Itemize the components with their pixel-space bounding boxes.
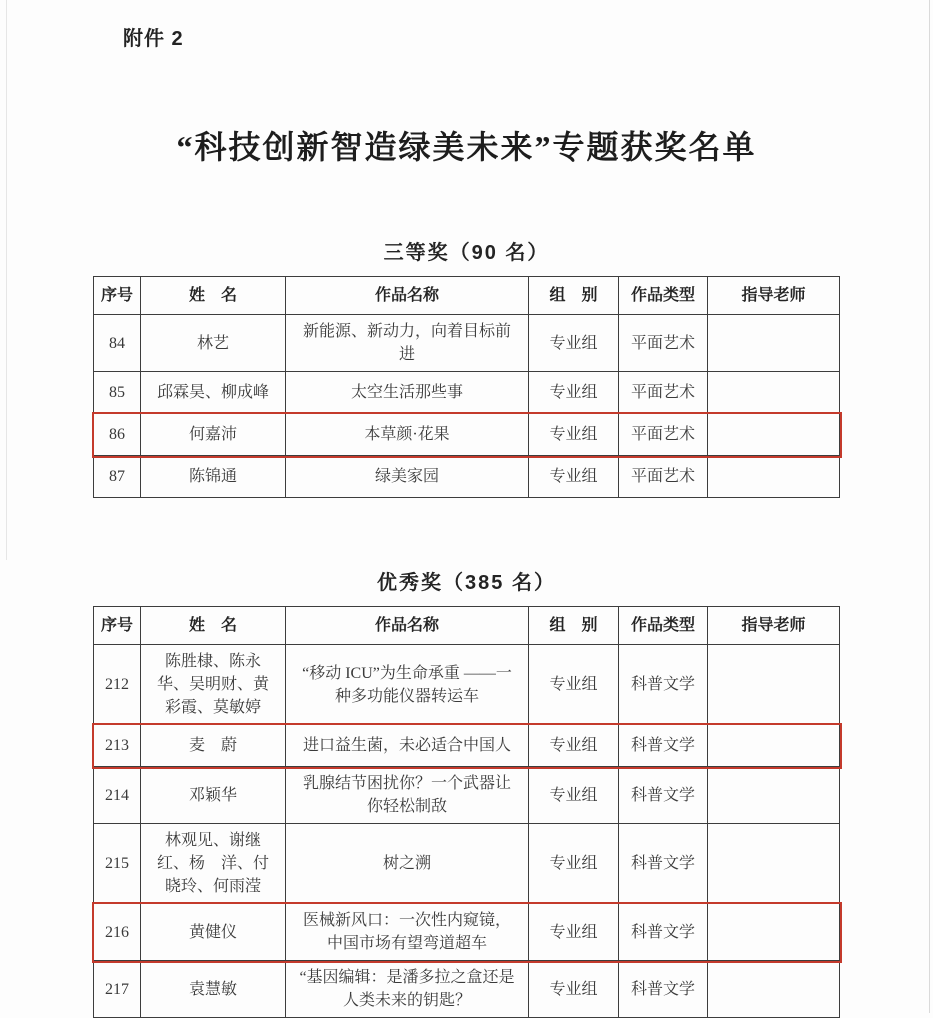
header-cell-no: 序号 xyxy=(94,607,141,645)
cell-teacher xyxy=(708,456,840,498)
cell-group: 专业组 xyxy=(529,767,619,824)
cell-no: 213 xyxy=(94,725,141,767)
cell-group: 专业组 xyxy=(529,645,619,725)
cell-work: 树之溯 xyxy=(286,824,529,904)
header-row xyxy=(94,277,840,315)
cell-group: 专业组 xyxy=(529,372,619,414)
table-row xyxy=(94,767,840,824)
cell-group: 专业组 xyxy=(529,315,619,372)
header-row xyxy=(94,607,840,645)
cell-group: 专业组 xyxy=(529,414,619,456)
cell-teacher xyxy=(708,824,840,904)
cell-work: 新能源、新动力，向着目标前进 xyxy=(286,315,529,372)
cell-work: 绿美家园 xyxy=(286,456,529,498)
cell-group: 专业组 xyxy=(529,456,619,498)
table-body xyxy=(94,645,840,1018)
table-row xyxy=(94,645,840,725)
section-title-third-prize: 三等奖（90 名） xyxy=(383,242,550,264)
cell-name: 邱霖昊、柳成峰 xyxy=(141,372,286,414)
section-title-excellence: 优秀奖（385 名） xyxy=(377,572,556,594)
cell-name: 麦 蔚 xyxy=(141,725,286,767)
page-title: “科技创新智造绿美未来”专题获奖名单 xyxy=(176,129,757,165)
cell-name: 何嘉沛 xyxy=(141,414,286,456)
cell-type: 科普文学 xyxy=(619,725,708,767)
table-row-highlighted xyxy=(94,904,840,961)
cell-teacher xyxy=(708,904,840,961)
cell-teacher xyxy=(708,315,840,372)
award-section-excellence xyxy=(0,566,933,1018)
cell-name: 邓颖华 xyxy=(141,767,286,824)
table-row xyxy=(94,315,840,372)
table-body xyxy=(94,315,840,498)
cell-work: 进口益生菌，未必适合中国人 xyxy=(286,725,529,767)
cell-work: 医械新风口：一次性内窥镜，中国市场有望弯道超车 xyxy=(286,904,529,961)
cell-type: 平面艺术 xyxy=(619,414,708,456)
cell-name: 林观见、谢继红、杨 洋、付晓玲、何雨滢 xyxy=(141,824,286,904)
awards-table-third-prize xyxy=(93,276,840,498)
cell-no: 85 xyxy=(94,372,141,414)
cell-type: 平面艺术 xyxy=(619,456,708,498)
cell-group: 专业组 xyxy=(529,824,619,904)
cell-type: 科普文学 xyxy=(619,961,708,1018)
table-row-highlighted xyxy=(94,414,840,456)
cell-group: 专业组 xyxy=(529,725,619,767)
header-cell-type: 作品类型 xyxy=(619,277,708,315)
cell-teacher xyxy=(708,961,840,1018)
attachment-label: 附件 2 xyxy=(123,28,184,50)
cell-no: 217 xyxy=(94,961,141,1018)
award-section-third-prize xyxy=(0,236,933,498)
cell-name: 陈胜棣、陈永华、吴明财、黄彩霞、莫敏婷 xyxy=(141,645,286,725)
cell-work: “基因编辑：是潘多拉之盒还是人类未来的钥匙？ xyxy=(286,961,529,1018)
cell-no: 215 xyxy=(94,824,141,904)
cell-no: 87 xyxy=(94,456,141,498)
cell-teacher xyxy=(708,414,840,456)
table-row-highlighted xyxy=(94,725,840,767)
cell-type: 科普文学 xyxy=(619,904,708,961)
cell-teacher xyxy=(708,645,840,725)
cell-no: 214 xyxy=(94,767,141,824)
header-cell-no: 序号 xyxy=(94,277,141,315)
cell-name: 黄健仪 xyxy=(141,904,286,961)
cell-type: 平面艺术 xyxy=(619,372,708,414)
cell-teacher xyxy=(708,725,840,767)
table-row xyxy=(94,372,840,414)
table-row xyxy=(94,961,840,1018)
cell-type: 科普文学 xyxy=(619,767,708,824)
header-cell-name: 姓 名 xyxy=(141,277,286,315)
cell-work: “移动 ICU”为生命承重 ——一种多功能仪器转运车 xyxy=(286,645,529,725)
table-row xyxy=(94,456,840,498)
cell-name: 林艺 xyxy=(141,315,286,372)
table-header xyxy=(94,607,840,645)
header-cell-teacher: 指导老师 xyxy=(708,607,840,645)
cell-type: 平面艺术 xyxy=(619,315,708,372)
cell-no: 212 xyxy=(94,645,141,725)
cell-no: 84 xyxy=(94,315,141,372)
cell-group: 专业组 xyxy=(529,904,619,961)
cell-group: 专业组 xyxy=(529,961,619,1018)
header-cell-type: 作品类型 xyxy=(619,607,708,645)
header-cell-name: 姓 名 xyxy=(141,607,286,645)
cell-work: 乳腺结节困扰你？一个武器让你轻松制敌 xyxy=(286,767,529,824)
header-cell-group: 组 别 xyxy=(529,277,619,315)
cell-type: 科普文学 xyxy=(619,645,708,725)
header-cell-teacher: 指导老师 xyxy=(708,277,840,315)
cell-no: 216 xyxy=(94,904,141,961)
cell-work: 本草颜·花果 xyxy=(286,414,529,456)
header-cell-group: 组 别 xyxy=(529,607,619,645)
cell-teacher xyxy=(708,767,840,824)
cell-type: 科普文学 xyxy=(619,824,708,904)
cell-no: 86 xyxy=(94,414,141,456)
header-cell-work: 作品名称 xyxy=(286,607,529,645)
awards-table-excellence xyxy=(93,606,840,1018)
cell-teacher xyxy=(708,372,840,414)
table-row xyxy=(94,824,840,904)
cell-name: 陈锦通 xyxy=(141,456,286,498)
cell-work: 太空生活那些事 xyxy=(286,372,529,414)
table-header xyxy=(94,277,840,315)
header-cell-work: 作品名称 xyxy=(286,277,529,315)
cell-name: 袁慧敏 xyxy=(141,961,286,1018)
